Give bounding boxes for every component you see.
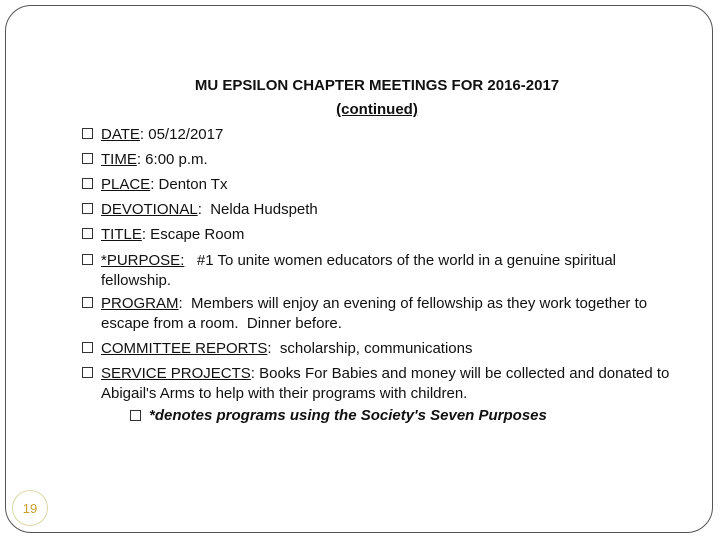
page-number: 19 (12, 490, 48, 526)
item-value: Members will enjoy an evening of fellowship as they work together to escape from a room. Dinner before. (101, 295, 652, 332)
item-label: TIME (101, 151, 137, 168)
list-item-program: PROGRAM: Members will enjoy an evening of fellowship as they work together to escape from a room. Dinner before. (82, 294, 682, 334)
item-label: PLACE (101, 176, 151, 193)
item-label: DEVOTIONAL (101, 201, 198, 218)
item-value: scholarship, communications (271, 340, 473, 357)
checkbox-bullet-icon (82, 203, 93, 214)
checkbox-bullet-icon (82, 128, 93, 139)
checkbox-bullet-icon (130, 410, 141, 421)
list-item-service-projects: SERVICE PROJECTS: Books For Babies and money will be collected and donated to Abigail's Arms to help with their programs with children. (82, 364, 682, 404)
item-label: SERVICE PROJECTS (101, 365, 251, 382)
list-item-time: TIME: 6:00 p.m. (82, 150, 682, 170)
item-value: #1 To unite women educators of the world in a genuine spiritual fellowship. (101, 252, 621, 289)
item-value: 6:00 p.m. (141, 151, 208, 168)
list-item-committee-reports: COMMITTEE REPORTS: scholarship, communications (82, 339, 682, 359)
page-title: MU EPSILON CHAPTER MEETINGS FOR 2016-2017 (194, 77, 560, 94)
list-item-purpose (82, 251, 682, 291)
checkbox-bullet-icon (82, 153, 93, 164)
checkbox-bullet-icon (82, 367, 93, 378)
list-item-title: TITLE: Escape Room (82, 225, 682, 245)
checkbox-bullet-icon (82, 178, 93, 189)
list-item-date: DATE: 05/12/2017 (82, 125, 682, 145)
footnote-text: *denotes programs using the Society's Seven Purposes (149, 407, 547, 424)
item-label: PROGRAM (101, 295, 179, 312)
item-value: Escape Room (146, 226, 245, 243)
page-subtitle: (continued) (336, 101, 418, 118)
item-value: Books For Babies and money will be collected and donated to Abigail's Arms to help with their programs with children. (101, 365, 670, 402)
footnote (130, 406, 547, 426)
checkbox-bullet-icon (82, 342, 93, 353)
item-value: Denton Tx (154, 176, 228, 193)
list-item-place: PLACE: Denton Tx (82, 175, 682, 195)
item-value: Nelda Hudspeth (201, 201, 318, 218)
checkbox-bullet-icon (82, 254, 93, 265)
checkbox-bullet-icon (82, 297, 93, 308)
item-label: TITLE (101, 226, 142, 243)
list-item-devotional: DEVOTIONAL: Nelda Hudspeth (82, 200, 682, 220)
item-value: 05/12/2017 (144, 126, 224, 143)
item-label: *PURPOSE: (101, 252, 185, 269)
checkbox-bullet-icon (82, 228, 93, 239)
item-label: DATE (101, 126, 140, 143)
item-label: COMMITTEE REPORTS (101, 340, 268, 357)
